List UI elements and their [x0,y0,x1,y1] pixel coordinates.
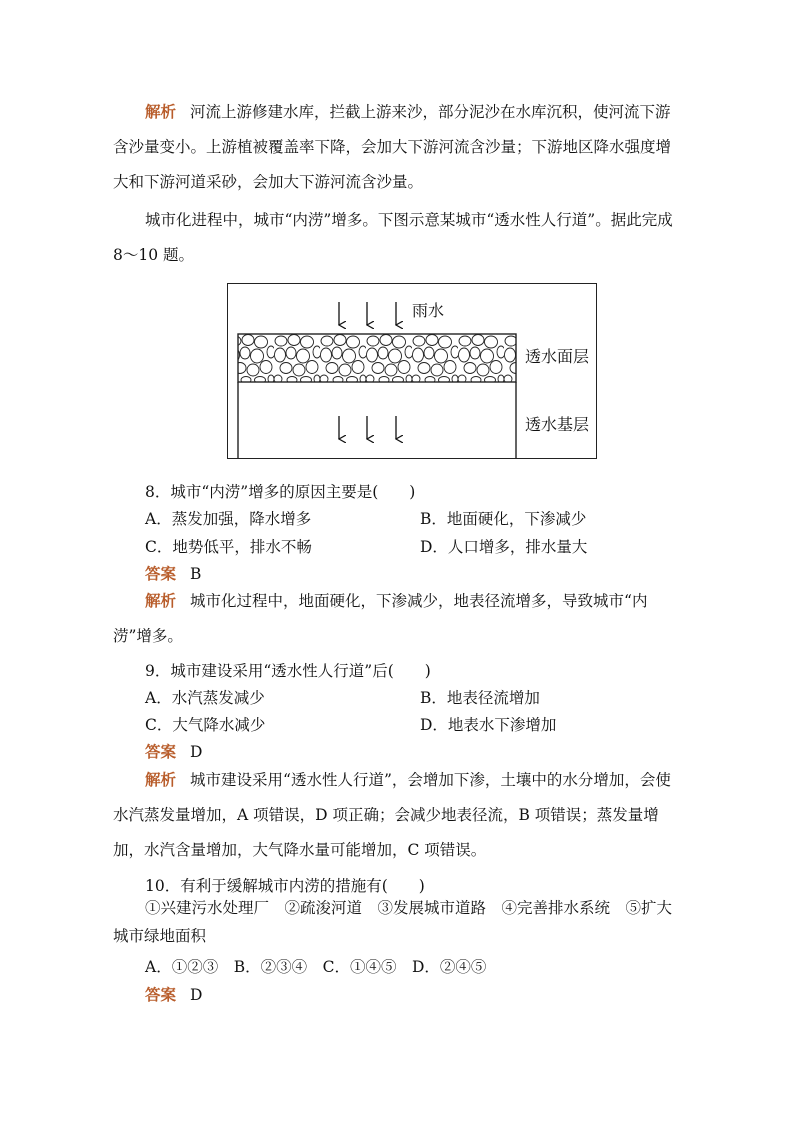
q8-option-b: B．地面硬化，下渗减少 [420,510,587,528]
rain-label: 雨水 [412,301,445,320]
infiltration-arrows [339,416,396,439]
q9-answer [145,740,202,762]
q9-option-d: D．地表水下渗增加 [420,716,557,734]
explanation-text: 河流上游修建水库，拦截上游来沙，部分泥沙在水库沉积，使河流下游含沙量变小。上游植被覆盖率下降，会加大下游河流含沙量；下游地区降水强度增大和下游河道采砂，会加大下游河流含沙量。 [113,103,672,191]
q10-measures: ①兴建污水处理厂 ②疏浚河道 ③发展城市道路 ④完善排水系统 ⑤扩大城市绿地面积 [113,899,673,945]
q8-stem: 8．城市“内涝”增多的原因主要是( ) [145,483,416,501]
q10-answer [145,983,202,1005]
q9-option-a: A．水汽蒸发减少 [145,689,265,707]
explanation-paragraph [113,95,683,200]
rain-arrows [339,302,396,325]
q9-answer-value: D [190,743,203,761]
q8-answer-value: B [190,565,202,583]
q9-analysis-tag: 解析 [145,771,177,789]
q10-stem: 10．有利于缓解城市内涝的措施有( ) [145,877,425,895]
q10-options: A．①②③ B．②③④ C．①④⑤ D．②④⑤ [145,958,487,976]
q9-stem: 9．城市建设采用“透水性人行道”后( ) [145,662,431,680]
q9-option-c: C．大气降水减少 [145,716,266,734]
question-intro: 城市化进程中，城市“内涝”增多。下图示意某城市“透水性人行道”。据此完成 8～10 题。 [113,211,673,264]
q9-option-b: B．地表径流增加 [420,689,540,707]
q10-answer-value: D [190,986,203,1004]
q8-option-c: C．地势低平，排水不畅 [145,538,312,556]
base-layer-label: 透水基层 [525,415,590,434]
q10-answer-tag: 答案 [145,986,177,1004]
explanation-tag: 解析 [145,103,177,121]
q9-analysis [113,763,683,868]
surface-layer-label: 透水面层 [525,347,590,366]
q8-answer-tag: 答案 [145,565,177,583]
q9-analysis-text: 城市建设采用“透水性人行道”，会增加下渗，土壤中的水分增加，会使水汽蒸发量增加，A 项错误，D 项正确；会减少地表径流，B 项错误；蒸发量增加，水汽含量增加，大气降水量可能增加，C 项错误。 [113,771,671,859]
q8-analysis-tag: 解析 [145,592,177,610]
q8-option-a: A．蒸发加强，降水增多 [145,510,312,528]
q9-answer-tag: 答案 [145,743,177,761]
permeable-sidewalk-diagram [227,283,597,459]
q8-option-d: D．人口增多，排水量大 [420,538,588,556]
q8-answer [145,562,201,584]
q8-analysis [113,584,683,654]
q8-analysis-text: 城市化过程中，地面硬化，下渗减少，地表径流增多，导致城市“内涝”增多。 [113,592,648,645]
surface-layer [238,334,516,382]
